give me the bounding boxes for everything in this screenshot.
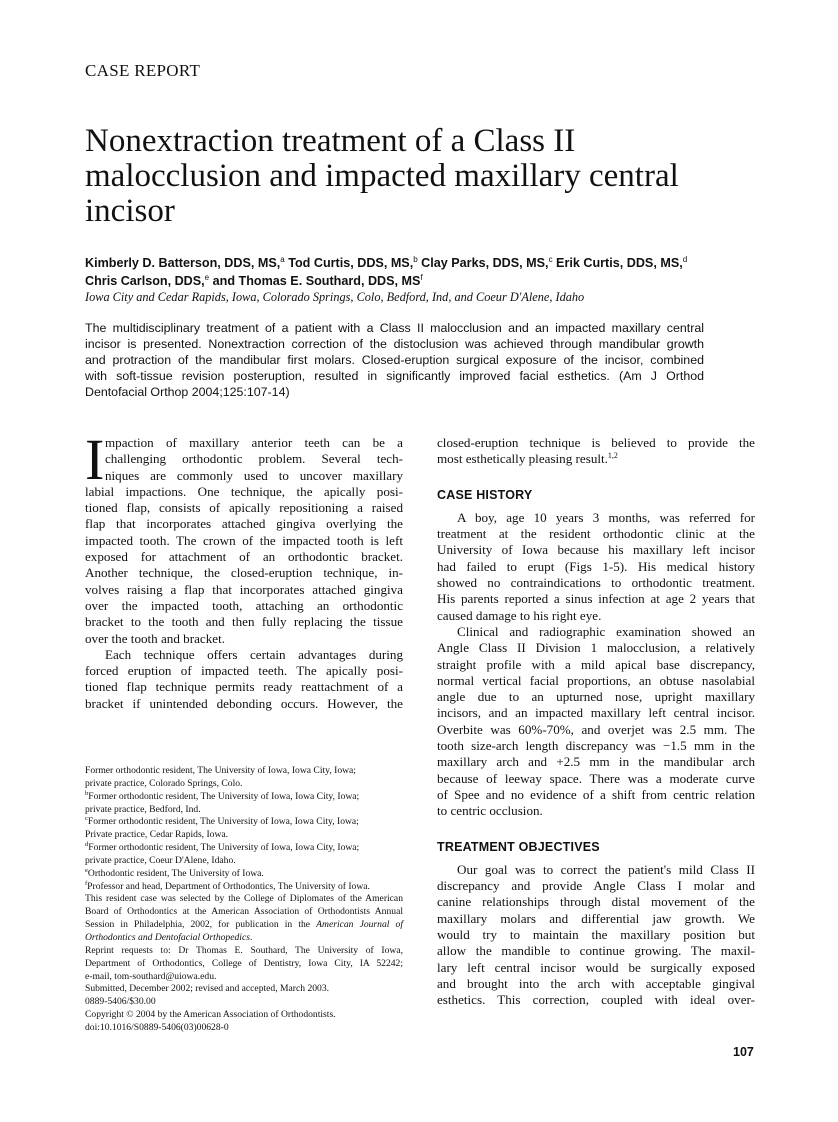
text-line: Copyright © 2004 by the American Association of Orthodontists. xyxy=(85,1009,336,1021)
footnote-marker: e xyxy=(85,866,88,874)
text-line: Department of Orthodontics, College of Dentistry, Iowa City, IA 52242; xyxy=(85,957,403,969)
text-line: tioned flap, consists of apically repositioning a raised xyxy=(85,500,403,516)
text-line: This resident case was selected by the College of Diplomates of the American xyxy=(85,893,403,905)
text-line: $^c$Former orthodontic resident, The University of Iowa, Iowa City, Iowa; xyxy=(85,815,359,828)
text-line: and protraction of the mandibular first molars. Closed-eruption surgical exposure of the incisor, combined xyxy=(85,353,704,367)
author-name: Tod Curtis, DDS, MS, xyxy=(284,256,414,270)
text-line: over the tooth and bracket. xyxy=(85,630,225,646)
text-line: discrepancy and provide Angle Class I molar and xyxy=(437,878,755,894)
text-line: Board of Orthodontics at the American Association of Orthodontists Annual xyxy=(85,906,403,918)
footnote-marker: b xyxy=(85,789,89,797)
italic-text: American Journal of xyxy=(316,919,404,931)
title-line: incisor xyxy=(85,193,175,229)
left-column xyxy=(85,427,403,712)
text-line: would try to maintain the maxillary position but xyxy=(437,927,755,943)
affiliation-marker: f xyxy=(420,273,423,282)
text-line: Reprint requests to: Dr Thomas E. Southard, The University of Iowa, xyxy=(85,944,403,956)
text-line: mpaction of maxillary anterior teeth can be a xyxy=(105,435,403,450)
author-name: Clay Parks, DDS, MS, xyxy=(417,256,549,270)
text-line: forced eruption of impacted teeth. The apically posi- xyxy=(85,663,403,679)
text-line: challenging orthodontic problem. Several tech- xyxy=(105,451,403,467)
text-line: with soft-tissue revision posteruption, resulted in significantly improved facial esthetics. (Am J Orthod xyxy=(85,369,704,383)
text-line: caused damage to his right eye. xyxy=(437,607,602,623)
text-line: Our goal was to correct the patient's mild Class II xyxy=(457,861,755,877)
text-line: tooth size-arch length discrepancy was −1.5 mm in the xyxy=(437,738,755,754)
footnote-marker: f xyxy=(85,879,88,887)
title-line: Nonextraction treatment of a Class II xyxy=(85,123,576,159)
article-type-label: CASE REPORT xyxy=(85,61,201,80)
page-number: 107 xyxy=(733,1045,754,1059)
text-line: University of Iowa because his maxillary left incisor xyxy=(437,542,755,558)
text-line: private practice, Bedford, Ind. xyxy=(85,803,201,815)
text-line: esthetics. This correction, coupled with ideal over- xyxy=(437,992,755,1008)
reference-marker: 1,2 xyxy=(607,451,618,461)
section-heading: CASE HISTORY xyxy=(437,487,533,502)
text-line: Another technique, the closed-eruption technique, in- xyxy=(85,565,403,581)
text-line: Orthodontics and Dentofacial Orthopedics. xyxy=(85,931,253,943)
text-line: treatment at the resident orthodontic clinic at the xyxy=(437,526,755,542)
text-line: Angle Class II Division 1 malocclusion, a relatively xyxy=(437,640,755,656)
text-line: private practice, Colorado Springs, Colo. xyxy=(85,777,243,789)
text-line: $^e$Orthodontic resident, The University of Iowa. xyxy=(85,866,264,879)
text-line: doi:10.1016/S0889-5406(03)00628-0 xyxy=(85,1021,229,1033)
author-locations: Iowa City and Cedar Rapids, Iowa, Colorado Springs, Colo, Bedford, Ind, and Coeur D'Alene, Idaho xyxy=(85,290,585,304)
italic-text: Orthodontics and Dentofacial Orthopedics xyxy=(85,931,250,943)
text-line: niques are commonly used to uncover maxillary xyxy=(105,467,403,483)
text-line: tioned flap technique permits ready reattachment of a xyxy=(85,679,403,695)
text-line: bracket to the tooth and then fully replacing the tissue xyxy=(85,614,403,630)
text-line: showed no contraindications to orthodontic treatment. xyxy=(437,575,755,591)
text-line: canine relationships through distal movement of the xyxy=(437,894,755,910)
affiliation-marker: a xyxy=(280,255,285,264)
text-line: volves raising a flap that incorporates attached gingiva xyxy=(85,581,403,597)
text-line: Private practice, Cedar Rapids, Iowa. xyxy=(85,829,229,841)
text-line: His parents reported a sinus infection at age 2 years that xyxy=(437,591,755,607)
text-line: straight profile with a mild apical base discrepancy, xyxy=(437,656,755,672)
text-line: $^f$Professor and head, Department of Orthodontics, The University of Iowa. xyxy=(85,879,370,892)
footnotes xyxy=(85,765,403,1035)
abstract xyxy=(85,320,704,400)
text-line: over the impacted tooth, attaching an orthodontic xyxy=(85,597,403,613)
text-line: The multidisciplinary treatment of a patient with a Class II malocclusion and an impacted maxillary central xyxy=(85,321,704,335)
text-line: Clinical and radiographic examination showed an xyxy=(457,623,755,639)
text-line: Overbite was 60%-70%, and overjet was 2.5 mm. The xyxy=(437,721,755,737)
drop-cap: I xyxy=(85,427,105,492)
text-line: to centric occlusion. xyxy=(437,803,543,819)
text-line: maxillary molars and differential jaw growth. We xyxy=(437,910,755,926)
author-name: Kimberly D. Batterson, DDS, MS, xyxy=(85,256,281,270)
text-line: e-mail, tom-southard@uiowa.edu. xyxy=(85,970,217,982)
affiliation-marker: b xyxy=(413,255,418,264)
text-line: incisor is presented. Nonextraction correction of the distoclusion was achieved through mandibular growth xyxy=(85,337,704,351)
right-column xyxy=(437,435,755,1009)
author-name: Chris Carlson, DDS, xyxy=(85,274,205,288)
text-line: private practice, Coeur D'Alene, Idaho. xyxy=(85,854,236,866)
author-list xyxy=(85,254,785,290)
text-line: incisors, and an impacted maxillary left central incisor. xyxy=(437,705,755,721)
title-line: malocclusion and impacted maxillary central xyxy=(85,158,679,194)
text-line: Each technique offers certain advantages during xyxy=(105,646,403,662)
text-line: closed-eruption technique is believed to provide the xyxy=(437,435,755,450)
affiliation-marker: d xyxy=(682,255,688,264)
text-line: of Spee and no evidence of a shift from centric relation xyxy=(437,786,755,802)
article-title xyxy=(85,124,785,229)
text-line: had failed to erupt (Figs 1-5). His medical history xyxy=(437,558,755,574)
text-line: allow the mandible to continue growing. The maxil- xyxy=(437,943,755,959)
author-name: Erik Curtis, DDS, MS, xyxy=(552,256,683,270)
affiliation-marker: c xyxy=(548,255,553,264)
footnote-marker: c xyxy=(85,815,88,823)
text-line: $^b$Former orthodontic resident, The University of Iowa, Iowa City, Iowa; xyxy=(85,789,360,802)
text-line: Session in Philadelphia, 2002, for publication in the American Journal of xyxy=(85,919,404,931)
text-line: Dentofacial Orthop 2004;125:107-14) xyxy=(85,385,290,399)
author-name: and Thomas E. Southard, DDS, MS xyxy=(209,274,421,288)
text-line: Former orthodontic resident, The University of Iowa, Iowa City, Iowa; xyxy=(85,765,356,776)
text-line: lary left central incisor would be surgically exposed xyxy=(437,959,755,975)
section-heading: TREATMENT OBJECTIVES xyxy=(437,839,600,854)
text-line: labial impactions. One technique, the apically posi- xyxy=(85,483,403,499)
text-line: flap that incorporates attached gingiva overlying the xyxy=(85,516,403,532)
text-line: A boy, age 10 years 3 months, was referred for xyxy=(457,509,755,525)
text-line: $^d$Former orthodontic resident, The University of Iowa, Iowa City, Iowa; xyxy=(85,841,360,854)
text-line: bracket if unintended debonding occurs. However, the xyxy=(85,695,403,711)
affiliation-marker: e xyxy=(204,273,210,282)
text-line: most esthetically pleasing result.$^{1,2}$ xyxy=(437,451,618,467)
text-line: and brought into the arch with acceptable gingival xyxy=(437,975,755,991)
text-line: maxillary arch and +2.5 mm in the mandibular arch xyxy=(437,754,755,770)
text-line: Submitted, December 2002; revised and accepted, March 2003. xyxy=(85,983,330,995)
text-line: impacted tooth. The crown of the impacted tooth is left xyxy=(85,532,403,548)
text-line: normal vertical facial proportions, an obtuse nasolabial xyxy=(437,672,755,688)
text-line: because of leeway space. There was a moderate curve xyxy=(437,770,755,786)
text-line: 0889-5406/$30.00 xyxy=(85,996,156,1008)
text-line: exposed for attachment of an orthodontic bracket. xyxy=(85,549,403,565)
footnote-marker: d xyxy=(85,841,89,849)
text-line: angle due to an upturned nose, upright maxillary xyxy=(437,689,755,705)
